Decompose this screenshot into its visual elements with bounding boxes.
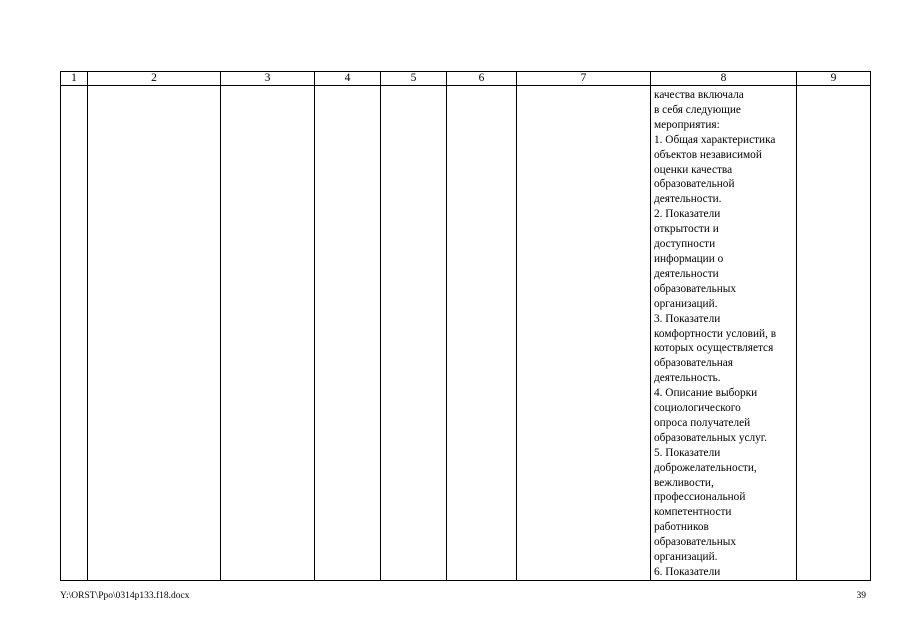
cell-text-line: 3. Показатели xyxy=(654,312,721,325)
column-header-3: 3 xyxy=(221,72,315,86)
cell-col-1 xyxy=(61,86,88,581)
table-header-row xyxy=(61,72,871,86)
cell-col-6 xyxy=(447,86,517,581)
cell-text-line: деятельность. xyxy=(654,372,721,385)
cell-text-line: социологического xyxy=(654,402,741,415)
page-number: 39 xyxy=(856,591,866,601)
footer-file-path: Y:\ORST\Ppo\0314p133.f18.docx xyxy=(60,591,190,601)
cell-text-line: профессиональной xyxy=(654,491,746,504)
cell-text-line: 1. Общая характеристика xyxy=(654,133,776,146)
cell-col-2 xyxy=(88,86,221,581)
column-header-5: 5 xyxy=(381,72,447,86)
column-header-7: 7 xyxy=(517,72,651,86)
cell-text-line: 4. Описание выборки xyxy=(654,387,758,400)
column-header-9: 9 xyxy=(797,72,871,86)
cell-text-line: образовательная xyxy=(654,357,734,370)
cell-text-line: доступности xyxy=(654,238,716,251)
cell-col-9 xyxy=(797,86,871,581)
cell-text-line: доброжелательности, xyxy=(654,461,757,474)
column-header-6: 6 xyxy=(447,72,517,86)
cell-text-line: 5. Показатели xyxy=(654,446,721,459)
cell-text-line: работников xyxy=(654,521,709,534)
cell-text-line: образовательных услуг. xyxy=(654,431,767,444)
cell-text-line: организаций. xyxy=(654,551,718,564)
column-header-4: 4 xyxy=(315,72,381,86)
cell-text-line: деятельности. xyxy=(654,193,722,206)
document-table xyxy=(60,71,871,581)
cell-text-line: информации о xyxy=(654,252,724,265)
cell-col-4 xyxy=(315,86,381,581)
cell-text-line: объектов независимой xyxy=(654,148,762,161)
cell-text-line: оценки качества xyxy=(654,163,733,176)
cell-text-line: компетентности xyxy=(654,506,732,519)
cell-text-line: организаций. xyxy=(654,297,718,310)
cell-text-line: 6. Показатели xyxy=(654,566,721,578)
cell-text-line: образовательной xyxy=(654,178,735,191)
cell-text-line: мероприятия: xyxy=(654,118,720,131)
cell-col-5 xyxy=(381,86,447,581)
cell-text-line: деятельности xyxy=(654,267,719,280)
cell-col-8 xyxy=(651,86,797,581)
table-row xyxy=(61,86,871,581)
cell-text-line: опроса получателей xyxy=(654,416,751,429)
cell-col-3 xyxy=(221,86,315,581)
cell-text-line: образовательных xyxy=(654,282,737,295)
column-header-2: 2 xyxy=(88,72,221,86)
column-header-8: 8 xyxy=(651,72,797,86)
cell-text-line: 2. Показатели xyxy=(654,208,721,221)
cell-text-line: открытости и xyxy=(654,223,719,236)
cell-col-8-text xyxy=(651,86,796,580)
cell-text-line: вежливости, xyxy=(654,476,714,489)
cell-text-line: которых осуществляется xyxy=(654,342,774,355)
cell-text-line: в себя следующие xyxy=(654,103,741,116)
cell-text-line: качества включала xyxy=(654,89,744,101)
cell-text-line: образовательных xyxy=(654,536,737,549)
cell-col-7 xyxy=(517,86,651,581)
column-header-1: 1 xyxy=(61,72,88,86)
cell-text-line: комфортности условий, в xyxy=(654,327,777,340)
